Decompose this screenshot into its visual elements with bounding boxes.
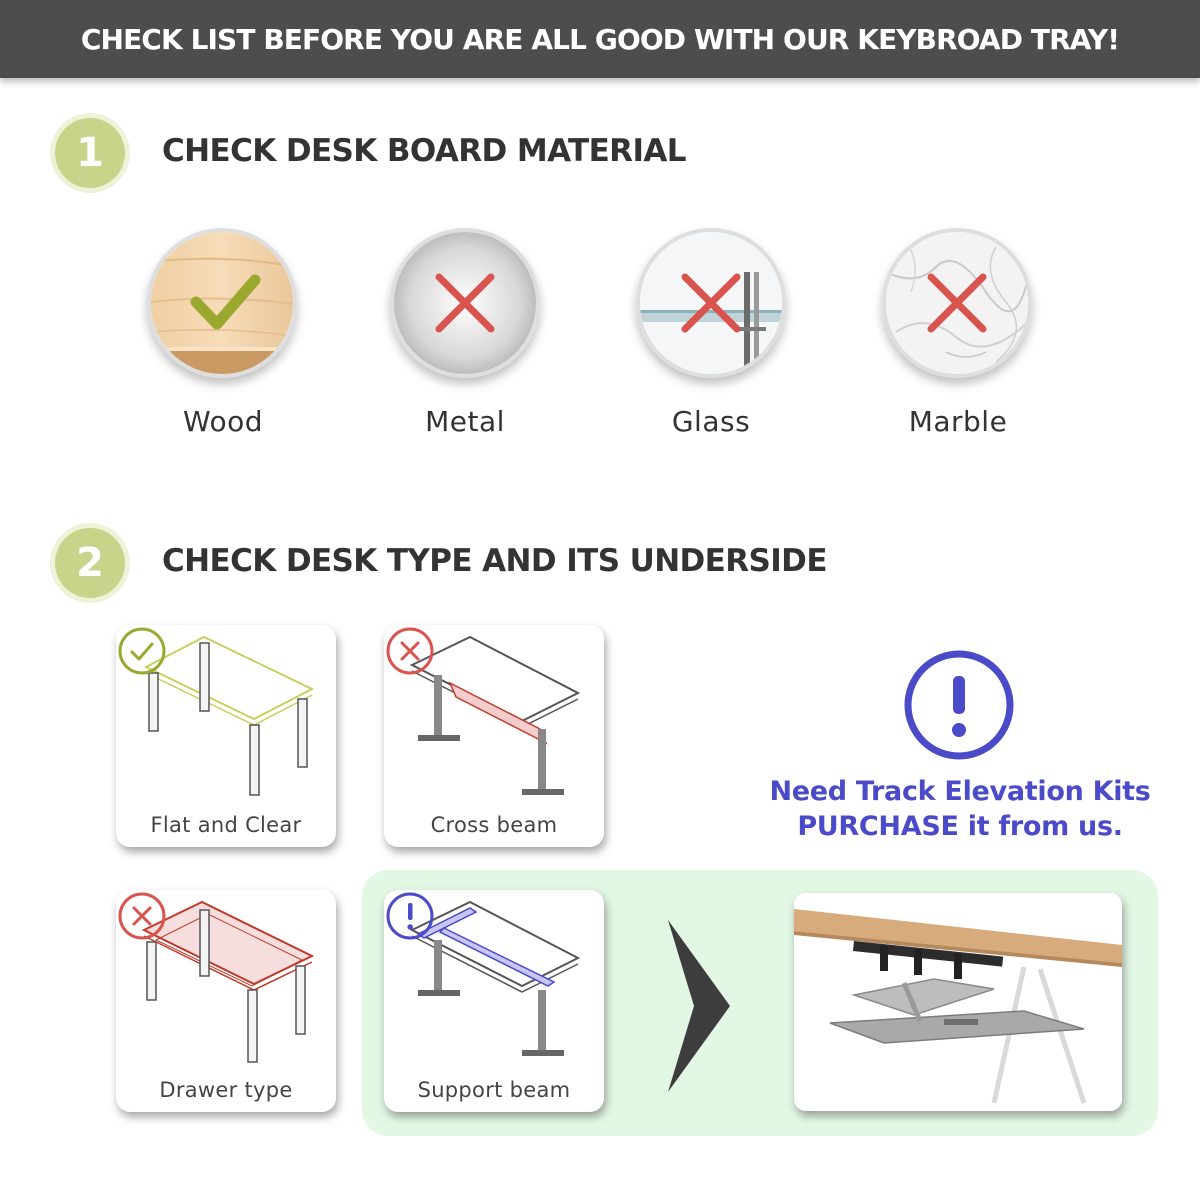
- material-label-marble: Marble: [908, 405, 1008, 438]
- exclamation-circle-icon: [384, 890, 436, 942]
- step-2-title: CHECK DESK TYPE AND ITS UNDERSIDE: [162, 543, 827, 579]
- cross-circle-icon: [116, 890, 168, 942]
- glass-material-swatch: [636, 228, 786, 378]
- desk-type-card-drawer: [116, 890, 336, 1112]
- step-1-title: CHECK DESK BOARD MATERIAL: [162, 133, 686, 169]
- desk-type-card-flat-clear: [116, 625, 336, 847]
- desk-type-label-support-beam: Support beam: [417, 1078, 571, 1102]
- step-1-badge: 1: [55, 118, 125, 188]
- material-label-metal: Metal: [425, 405, 505, 438]
- wood-material-swatch: [147, 228, 297, 378]
- notice-line-2: PURCHASE it from us.: [797, 811, 1123, 842]
- check-circle-icon: [116, 625, 168, 677]
- cross-icon: [640, 232, 782, 374]
- metal-material-swatch: [390, 228, 540, 378]
- cross-circle-icon: [384, 625, 436, 677]
- chevron-right-icon: [660, 918, 732, 1094]
- material-label-wood: Wood: [182, 405, 264, 438]
- desk-type-card-support-beam: [384, 890, 604, 1112]
- cross-icon: [886, 232, 1028, 374]
- banner-title: CHECK LIST BEFORE YOU ARE ALL GOOD WITH OUR KEYBROAD TRAY!: [80, 23, 1120, 56]
- desk-type-card-cross-beam: [384, 625, 604, 847]
- desk-type-label-drawer: Drawer type: [159, 1078, 293, 1102]
- exclamation-circle-icon: [902, 648, 1016, 762]
- notice-line-1: Need Track Elevation Kits: [769, 776, 1151, 807]
- check-icon: [151, 232, 293, 374]
- cross-icon: [394, 232, 536, 374]
- desk-type-label-flat-clear: Flat and Clear: [150, 813, 302, 837]
- step-2-badge: 2: [55, 528, 125, 598]
- material-label-glass: Glass: [671, 405, 751, 438]
- desk-type-label-cross-beam: Cross beam: [430, 813, 558, 837]
- marble-material-swatch: [882, 228, 1032, 378]
- keyboard-tray-installed-photo: [794, 893, 1122, 1111]
